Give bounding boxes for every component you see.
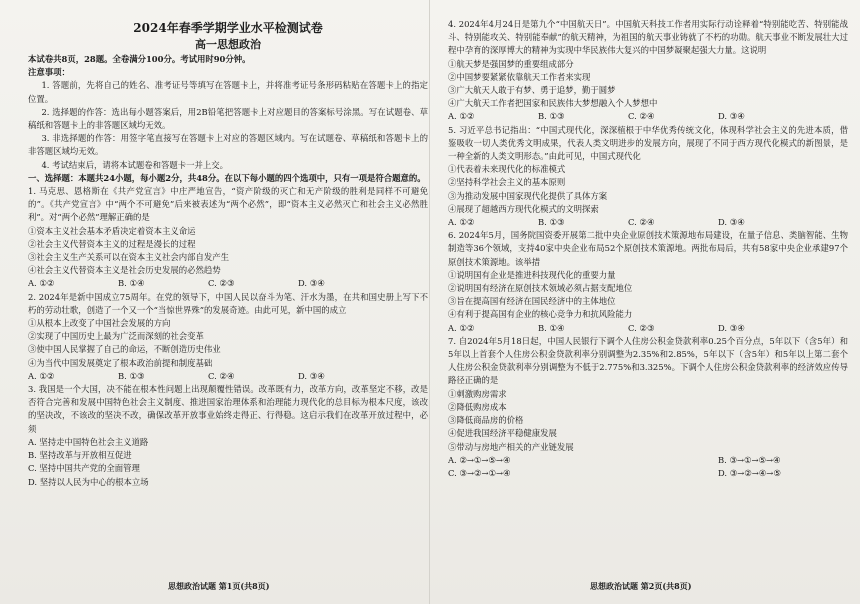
statement-item: ①刺激购房需求 (448, 388, 507, 399)
option-d: D. 坚持以人民为中心的根本立场 (28, 476, 149, 487)
answer-options (28, 370, 428, 383)
statement-item: ②降低购房成本 (448, 401, 507, 412)
question-stem: 1. 马克思、恩格斯在《共产党宣言》中庄严地宣告，“资产阶级的灭亡和无产阶级的胜利是同样不可避免的”。《共产党宣言》中“两个不可避免”后来被表述为“两个必然”，即“资本主义必然灭亡和社会主义必然胜利”。对“两个必然”理解正确的是 (28, 186, 428, 223)
option-b: B. ①③ (118, 370, 145, 381)
statement-item: ②坚持科学社会主义的基本原则 (448, 177, 566, 188)
question-stem: 4. 2024年4月24日是第九个“中国航天日”。中国航天科技工作者用实际行动诠释着“特别能吃苦、特别能战斗、特别能攻关、特别能奉献”的航天精神，为祖国的航天事业铸就了不朽的功勋。航天事业不断发展壮大过程中孕育的深厚博大的精神为实现中华民族伟大复兴的中国梦凝聚起强大力量。这说明 (448, 19, 848, 56)
question-1 (28, 185, 428, 291)
answer-options (448, 322, 848, 335)
statement-item: ②中国梦要紧紧依靠航天工作者来实现 (448, 71, 591, 82)
page-footer: 思想政治试题 第1页(共8页) (168, 581, 270, 591)
option-d: D. ③④ (298, 370, 325, 381)
option-d: D. ③④ (718, 322, 745, 333)
answer-options (28, 277, 428, 290)
question-stem: 2. 2024年是新中国成立75周年。在党的领导下，中国人民以奋斗为笔、汗水为墨，在共和国史册上写下不朽的劳动壮歌，创造了一个又一个“当惊世界殊”的发展奇迹。由此可见，新中国的成立 (28, 291, 428, 315)
exam-title: 2024年春季学期学业水平检测试卷 (133, 21, 323, 35)
option-d: D. ③④ (298, 278, 325, 289)
statement-item: ①资本主义社会基本矛盾决定着资本主义命运 (28, 225, 196, 236)
statement-item: ④促进我国经济平稳健康发展 (448, 428, 557, 439)
statement-item: ④社会主义代替资本主义是社会历史发展的必然趋势 (28, 265, 221, 276)
option-a: A. ②→①→⑤→④ (448, 454, 511, 465)
statement-item: ④展现了超越西方现代化模式的文明探索 (448, 203, 599, 214)
option-a: A. ①② (28, 278, 55, 289)
statement-item: ③降低商品房的价格 (448, 415, 524, 426)
option-b: B. ③→①→⑤→④ (718, 454, 781, 465)
option-c: C. ③→②→①→④ (448, 467, 511, 478)
question-stem: 3. 我国是一个大国，决不能在根本性问题上出现颠覆性错误。改革既有力，改革方向，改革坚定不移，改是否符合完善和发展中国特色社会主义制度、推进国家治理体系和治理能力现代化的总目标为根本尺度，该改的坚决改，不该改的坚决不改，确保改革开放事业始终走得正、行得稳。这启示我们在改革开放过程中，必须 (28, 384, 428, 434)
notice-4: 4. 考试结束后，请将本试题卷和答题卡一并上交。 (41, 159, 228, 170)
answer-options (448, 454, 848, 467)
option-a: A. ①② (448, 111, 475, 122)
option-a: A. ①② (28, 370, 55, 381)
question-3 (28, 383, 428, 489)
statement-item: ①从根本上改变了中国社会发展的方向 (28, 318, 171, 329)
option-a: A. 坚持走中国特色社会主义道路 (28, 436, 149, 447)
option-a: A. ①② (448, 217, 475, 228)
question-stem: 6. 2024年5月，国务院国资委开展第二批中央企业原创技术策源地布局建设，在量子信息、类脑智能、生物制造等36个领域，支持40家中央企业布局52个原创技术策源地。两批布局后，共有58家中央企业承建97个原创技术策源地。该举措 (448, 230, 848, 267)
exam-info: 本试卷共8页，28题。全卷满分100分。考试用时90分钟。 (28, 54, 251, 64)
statement-item: ②实现了中国历史上最为广泛而深刻的社会变革 (28, 331, 204, 342)
page-footer: 思想政治试题 第2页(共8页) (590, 581, 692, 591)
option-b: B. ①④ (118, 278, 145, 289)
option-c: C. ②③ (208, 278, 235, 289)
statement-item: ③广大航天人敢于有梦、勇于追梦，勤于圆梦 (448, 85, 616, 96)
section-heading: 一、选择题：本题共24小题，每小题2分，共48分。在以下每小题的四个选项中，只有一项是符合题意的。 (28, 172, 426, 183)
statement-item: ①说明国有企业是推进科技现代化的重要力量 (448, 269, 616, 280)
statement-item: ③旨在提高国有经济在国民经济中的主体地位 (448, 296, 616, 307)
exam-subject: 高一思想政治 (195, 38, 261, 51)
option-c: C. ②④ (628, 217, 655, 228)
question-5 (448, 124, 848, 230)
question-stem: 7. 自2024年5月18日起，中国人民银行下调个人住房公积金贷款利率0.25个百分点，5年以下（含5年）和5年以上首套个人住房公积金贷款利率分别调整为2.35%和2.85%，5年以下（含5年）和5年以上第二套个人住房公积金贷款利率分别调整为不低于2.775%和3.325%。下调个人住房公积金贷款利率的经济效应传导路径正确的是 (448, 335, 848, 386)
statement-item: ④广大航天工作者把国家和民族伟大梦想融入个人梦想中 (448, 98, 658, 109)
page-1 (28, 18, 428, 573)
notice-3: 3. 非选择题的作答：用签字笔直接写在答题卡上对应的答题区域内。写在试题卷、草稿纸和答题卡上的非答题区域均无效。 (28, 133, 428, 157)
question-2 (28, 291, 428, 383)
answer-options (448, 216, 848, 229)
option-b: B. ①③ (538, 217, 565, 228)
statement-item: ⑤带动与房地产相关的产业链发展 (448, 441, 574, 452)
option-d: D. ③④ (718, 111, 745, 122)
option-d: D. ③→②→④→⑤ (718, 467, 781, 478)
statement-item: ③为推动发展中国家现代化提供了具体方案 (448, 190, 608, 201)
option-b: B. ①③ (538, 111, 565, 122)
notice-title: 注意事项： (28, 67, 70, 78)
option-a: A. ①② (448, 322, 475, 333)
statement-item: ②说明国有经济在原创技术领域必须占据支配地位 (448, 283, 633, 294)
statement-item: ④为当代中国发展奠定了根本政治前提和制度基础 (28, 357, 213, 368)
option-d: D. ③④ (718, 217, 745, 228)
option-c: C. ②③ (628, 322, 655, 333)
statement-item: ③社会主义生产关系可以在资本主义社会内部自发产生 (28, 252, 229, 263)
option-b: B. 坚持改革与开放相互促进 (28, 450, 132, 461)
question-4 (448, 18, 848, 124)
statement-item: ③使中国人民掌握了自己的命运，不断创造历史伟业 (28, 344, 221, 355)
option-c: C. ②④ (628, 111, 655, 122)
question-6 (448, 229, 848, 335)
notice-1: 1. 答题前，先将自己的姓名、准考证号等填写在答题卡上，并将准考证号条形码粘贴在答题卡上的指定位置。 (28, 80, 428, 104)
page-2 (448, 18, 848, 573)
statement-item: ①代表着未来现代化的标准模式 (448, 164, 566, 175)
page-fold (429, 0, 430, 604)
answer-options (448, 110, 848, 123)
answer-options (448, 467, 848, 480)
question-7 (448, 335, 848, 480)
question-stem: 5. 习近平总书记指出：“中国式现代化，深深植根于中华优秀传统文化，体现科学社会主义的先进本质，借鉴吸收一切人类优秀文明成果，代表人类文明进步的发展方向，展现了不同于西方现代化模式的新图景，是一种全新的人类文明形态。”由此可见，中国式现代化 (448, 124, 848, 162)
option-b: B. ①④ (538, 322, 565, 333)
statement-item: ④有利于提高国有企业的核心竞争力和抗风险能力 (448, 309, 633, 320)
statement-item: ②社会主义代替资本主义的过程是漫长的过程 (28, 238, 196, 249)
notice-2: 2. 选择题的作答：选出每小题答案后，用2B铅笔把答题卡上对应题目的答案标号涂黑。写在试题卷、草稿纸和答题卡上的非答题区域均无效。 (28, 106, 428, 131)
option-c: C. 坚持中国共产党的全面管理 (28, 463, 140, 474)
option-c: C. ②④ (208, 370, 235, 381)
statement-item: ①航天梦是强国梦的重要组成部分 (448, 58, 574, 69)
